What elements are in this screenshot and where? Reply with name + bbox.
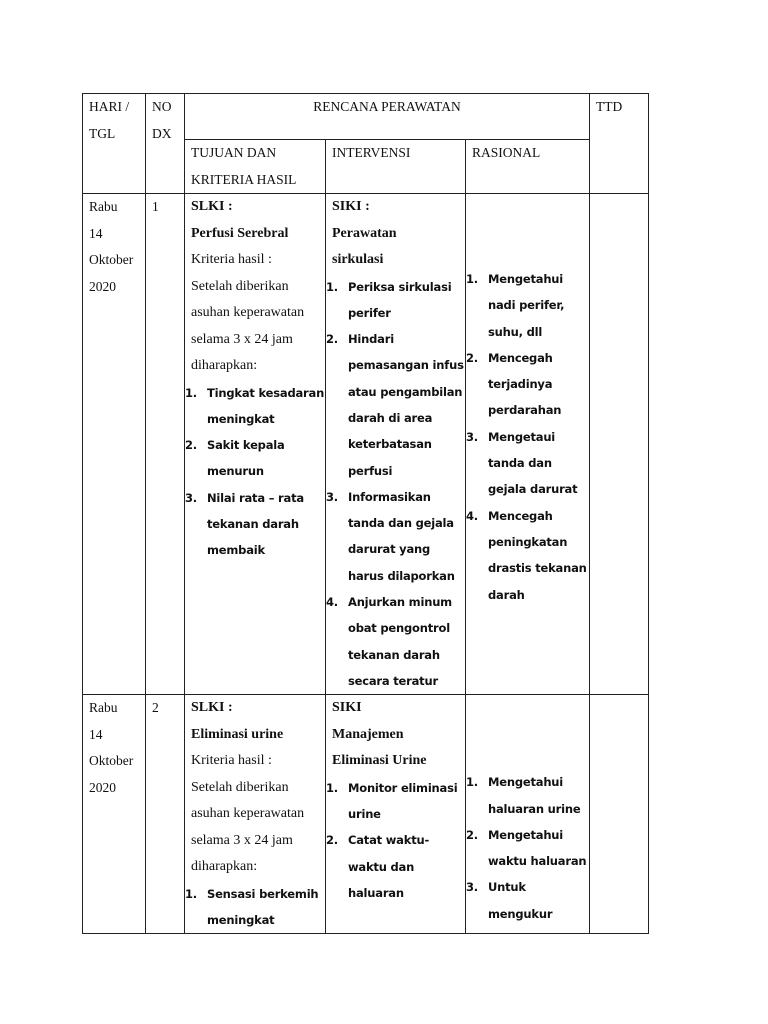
dx-number: 1 [152,199,159,214]
cell-hari [83,194,146,695]
list-item: 4. Mencegah peningkatan drastis tekanan darah [466,508,587,602]
siki-title: Manajemen Eliminasi Urine [332,726,427,769]
hari-line: 2020 [89,278,116,294]
hari-line: 14 [89,225,103,241]
cell-dx [146,194,185,695]
list-item: 2. Mengetahui waktu haluaran [466,827,587,869]
siki-label: SIKI : [332,199,370,214]
intervensi-list [326,775,465,906]
setelah-line: diharapkan: [191,859,258,875]
hari-line: 14 [89,726,103,742]
cell-rasional [466,194,590,695]
slki-label: SLKI : [191,199,233,214]
setelah-line: selama 3 x 24 jam [191,331,293,347]
header-tujuan: TUJUAN DAN KRITERIA HASIL [185,140,326,194]
kriteria-label: Kriteria hasil : [191,252,272,267]
setelah-line: Setelah diberikan [191,779,289,795]
hari-line: Oktober [89,252,134,267]
rasional-list [466,769,589,927]
list-item: 2. Sakit kepala menurun [185,438,285,479]
slki-title: Eliminasi urine [191,726,284,742]
table-row [83,695,649,934]
cell-intervensi [326,695,466,934]
cell-tujuan [185,194,326,695]
hari-line: Oktober [89,753,134,769]
dx-number: 2 [152,700,159,716]
setelah-line: selama 3 x 24 jam [191,832,293,848]
list-item: 2. Catat waktu-waktu dan haluaran [326,833,430,900]
list-item: 4. Anjurkan minum obat pengontrol tekanan darah secara teratur [326,595,452,688]
slki-title: Perfusi Serebral [191,225,289,241]
list-item: 3. Mengetaui tanda dan gejala darurat [466,429,578,497]
siki-label: SIKI [332,700,362,716]
setelah-line: asuhan keperawatan [191,806,305,822]
nursing-care-plan-table [82,93,649,934]
hari-line: Rabu [89,700,118,716]
cell-hari [83,695,146,934]
header-intervensi: INTERVENSI [326,140,466,194]
cell-ttd [590,194,649,695]
slki-label: SLKI : [191,700,233,716]
list-item: 3. Informasikan tanda dan gejala darurat yang harus dilaporkan [326,489,455,583]
intervensi-list [326,274,465,695]
siki-title: Perawatan sirkulasi [332,225,397,267]
table-row [83,194,649,695]
tujuan-list [185,380,325,564]
header-no-dx: NO DX [146,94,185,194]
list-item: 1. Tingkat kesadaran meningkat [185,385,325,426]
cell-intervensi [326,194,466,695]
rasional-list [466,266,589,608]
cell-tujuan [185,695,326,934]
list-item: 1. Mengetahui haluaran urine [466,775,581,816]
header-rencana-perawatan: RENCANA PERAWATAN [185,94,590,140]
list-item: 1. Monitor eliminasi urine [326,780,458,822]
setelah-line: asuhan keperawatan [191,305,305,320]
hari-line: 2020 [89,779,116,795]
list-item: 1. Mengetahui nadi perifer, suhu, dll [466,272,565,339]
header-ttd: TTD [590,94,649,194]
header-rasional: RASIONAL [466,140,590,194]
list-item: 2. Mencegah terjadinya perdarahan [466,350,562,418]
setelah-line: diharapkan: [191,358,258,373]
list-item: 2. Hindari pemasangan infus atau pengambilan darah di area keterbatasan perfusi [326,332,464,478]
cell-ttd [590,695,649,934]
list-item: 3. Nilai rata – rata tekanan darah membaik [185,490,304,558]
cell-rasional [466,695,590,934]
kriteria-label: Kriteria hasil : [191,753,272,769]
list-item: 1. Sensasi berkemih meningkat [185,886,319,928]
list-item: 3. Untuk mengukur [466,880,553,921]
hari-line: Rabu [89,199,118,214]
header-hari-tgl: HARI / TGL [83,94,146,194]
setelah-line: Setelah diberikan [191,278,289,294]
cell-dx [146,695,185,934]
tujuan-list [185,881,325,934]
list-item: 1. Periksa sirkulasi perifer [326,279,452,320]
